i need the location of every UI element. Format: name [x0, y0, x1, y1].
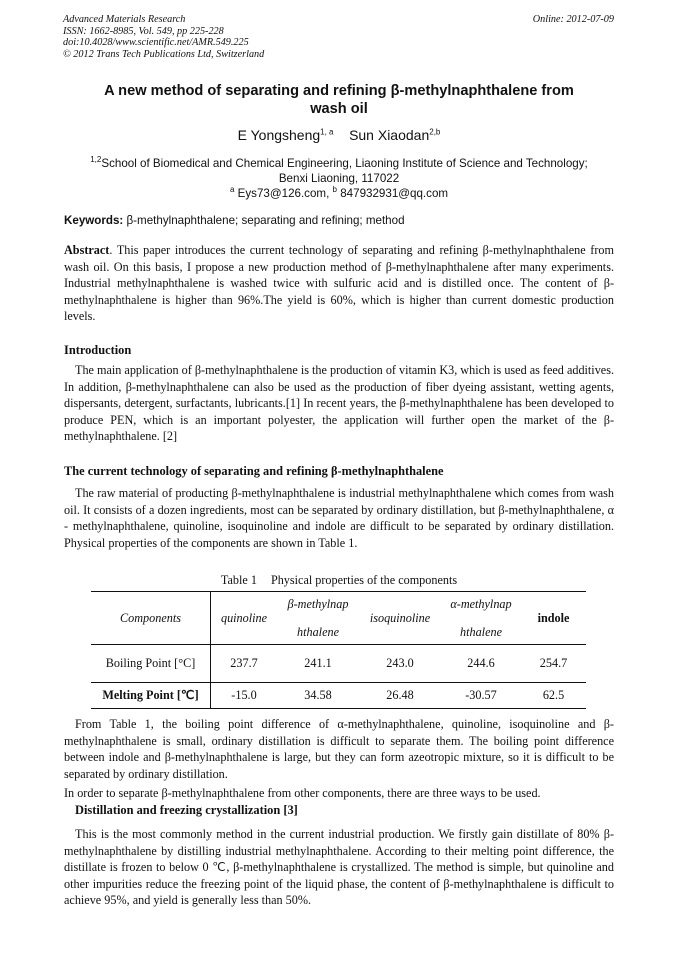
table-row: [91, 683, 586, 709]
header-alpha-methylnaphthalene: α-methylnap hthalene: [441, 592, 521, 645]
paper-title: [64, 82, 614, 118]
author-1-affiliation-mark: 1, a: [320, 127, 334, 137]
table-discussion-paragraph: From Table 1, the boiling point difference of α-methylnaphthalene, quinoline, isoquinoline and β-methylnaphthalene is small, ordinary distillation is difficult to separate them. The boiling point difference between indole and β-methylnaphthalene is large, but they can form azeotropic mixture, so it is difficult to be separated by ordinary distillation.: [64, 717, 614, 781]
author-2: Sun Xiaodan: [349, 127, 430, 143]
section-heading-current-technology: The current technology of separating and refining β-methylnaphthalene: [64, 464, 444, 478]
author-list: [64, 127, 614, 143]
keywords-text: β-methylnaphthalene; separating and refining; method: [126, 214, 405, 227]
journal-doi: doi:10.4028/www.scientific.net/AMR.549.225: [63, 37, 249, 49]
table-cell: 62.5: [521, 683, 586, 709]
email-b-mark: b: [332, 185, 337, 195]
table-cell: 254.7: [539, 656, 568, 670]
row-label-melting-point: Melting Point [℃]: [91, 683, 211, 709]
distillation-paragraph: This is the most commonly method in the current industrial production. We firstly gain distillate of 80% β-methylnaphthalene by distilling industrial methylnaphthalene. According to their melting point difference, the distillate is frozen to below 0 ℃, β-methylnaphthalene is crystallized. The method is simple, but quinoline and other impurities reduce the freezing point of the liquid phase, the content of β-methylnaphthalene is difficult to achieve 95%, and yield is generally less than 50%.: [64, 827, 614, 907]
subsection-heading-distillation: Distillation and freezing crystallization [3]: [75, 803, 298, 817]
abstract: [64, 242, 614, 325]
email-b: 847932931@qq.com: [340, 187, 449, 200]
header-quinoline: quinoline: [211, 592, 278, 645]
header-isoquinoline: isoquinoline: [359, 592, 441, 645]
table-cell: 241.1: [304, 656, 332, 670]
table-caption-label: Table 1: [220, 573, 257, 587]
title-line-1: A new method of separating and refining β-methylnaphthalene from: [104, 83, 574, 99]
abstract-label: Abstract: [64, 243, 110, 257]
table-cell: -15.0: [211, 683, 278, 709]
email-a-mark: a: [229, 185, 235, 195]
online-date: Online: 2012-07-09: [532, 14, 614, 25]
journal-issn: ISSN: 1662-8985, Vol. 549, pp 225-228: [63, 25, 224, 37]
header-components: Components: [91, 592, 211, 645]
table-cell: 244.6: [467, 656, 495, 670]
journal-name: Advanced Materials Research: [63, 14, 186, 25]
author-2-affiliation-mark: 2,b: [429, 127, 441, 137]
journal-header: [63, 14, 264, 60]
section-heading-introduction: Introduction: [64, 343, 132, 357]
table-cell: -30.57: [441, 683, 521, 709]
affiliation-block: [64, 156, 614, 201]
table-caption: [64, 573, 614, 588]
physical-properties-table: [91, 591, 586, 709]
author-1: E Yongsheng: [237, 127, 321, 143]
separation-intro-paragraph: In order to separate β-methylnaphthalene from other components, there are three ways to be used.: [64, 786, 541, 800]
affiliation-line-1: School of Biomedical and Chemical Engineering, Liaoning Institute of Science and Technology;: [101, 157, 588, 170]
current-technology-paragraph: The raw material of producting β-methylnaphthalene is industrial methylnaphthalene which comes from wash oil. It consists of a dozen ingredients, most can be separated by ordinary distillation, but β-methylnaphthalene, α - methylnaphthalene, quinoline, isoquinoline and indole are difficult to be separated by ordinary distillation. Physical properties of the components are shown in Table 1.: [64, 486, 614, 550]
author-emails: [64, 186, 614, 201]
table-row: [91, 645, 586, 683]
keywords-label: Keywords:: [64, 214, 124, 227]
table-cell: 243.0: [386, 656, 414, 670]
row-label-boiling-point: Boiling Point [°C]: [91, 645, 211, 683]
journal-copyright: © 2012 Trans Tech Publications Ltd, Switzerland: [63, 48, 265, 60]
header-indole: indole: [521, 592, 586, 645]
table-header-row: [91, 592, 586, 645]
keywords: [64, 214, 614, 227]
table-cell: 237.7: [230, 656, 258, 670]
table-caption-text: Physical properties of the components: [270, 573, 458, 587]
header-beta-methylnaphthalene: β-methylnap hthalene: [277, 592, 359, 645]
table-cell: 34.58: [277, 683, 359, 709]
affiliation-mark: 1,2: [90, 155, 102, 165]
table-cell: 26.48: [359, 683, 441, 709]
affiliation-line-2: Benxi Liaoning, 117022: [278, 172, 400, 185]
title-line-2: wash oil: [310, 101, 368, 117]
introduction-paragraph: The main application of β-methylnaphthalene is the production of vitamin K3, which is used as feed additives. In addition, β-methylnaphthalene can also be used as the production of fiber dyeing assistant, wetting agents, dispersants, detergent, surfactants, lubricants.[1] In recent years, the β-methylnaphthalene has been developed to produce PEN, which is an important polyester, the application will further open the market of the β-methylnaphthalene. [2]: [64, 363, 614, 443]
email-a: Eys73@126.com,: [237, 187, 330, 200]
abstract-text: . This paper introduces the current technology of separating and refining β-methylnaphthalene from wash oil. On this basis, I propose a new production method of β-methylnaphthalene after many experiments. Industrial methylnaphthalene is washed twice with sulfuric acid and is distilled once. The content of β-methylnaphthalene is higher than 96%.The yield is 60%, which is higher than current domestic production levels.: [64, 243, 614, 323]
